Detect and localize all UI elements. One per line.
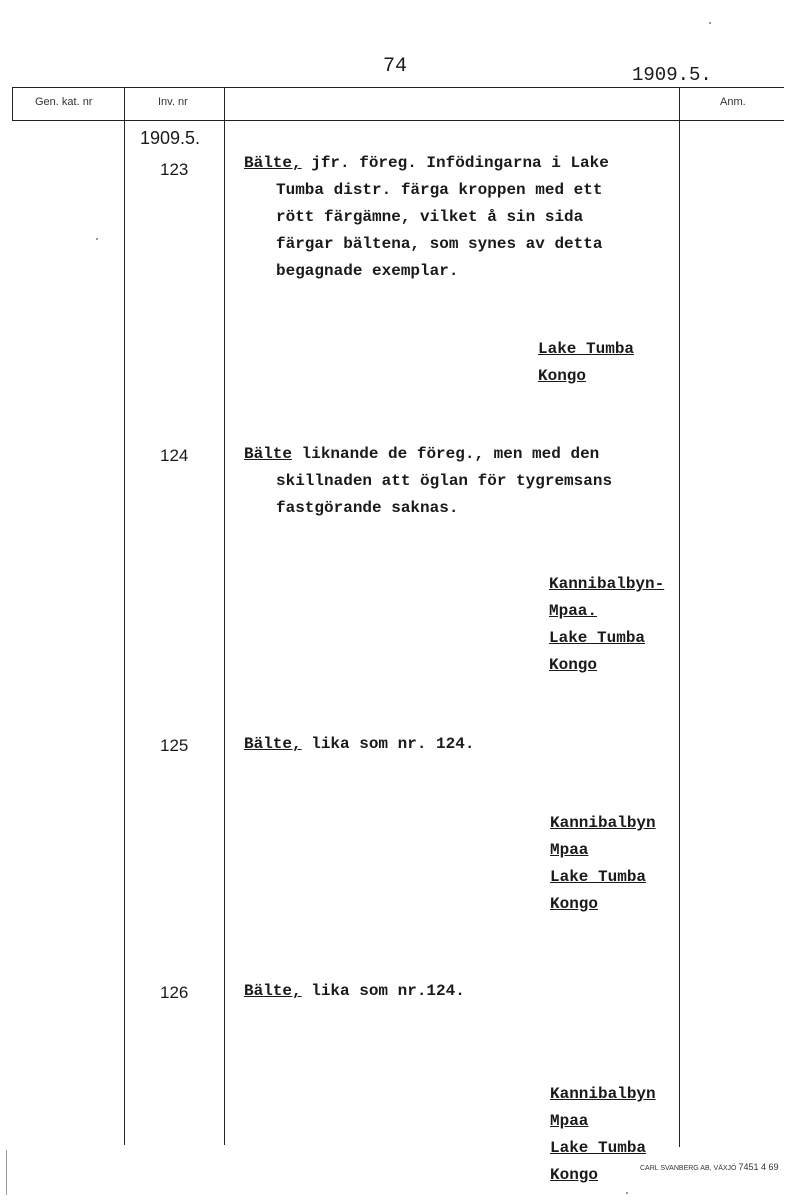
- column-divider-gen: [124, 87, 125, 1145]
- column-header-anm: Anm.: [720, 96, 746, 108]
- section-date: 1909.5.: [140, 128, 201, 148]
- printer-imprint: [640, 1162, 778, 1172]
- entry-title: Bälte,: [244, 735, 302, 753]
- location-126: [550, 1081, 656, 1189]
- location-line: Kannibalbyn: [550, 1085, 656, 1103]
- column-header-inv-nr: Inv. nr: [158, 96, 188, 108]
- entry-title: Bälte: [244, 445, 293, 463]
- entry-text-line: skillnaden att öglan för tygremsans: [276, 472, 613, 490]
- scan-speck: [709, 22, 711, 24]
- table-header-rule: [12, 120, 784, 121]
- inv-number-124: 124: [160, 446, 189, 465]
- entry-text-line: lika som nr. 124.: [301, 735, 475, 753]
- location-123: [538, 336, 634, 390]
- page-number: 74: [383, 55, 408, 78]
- entry-text-line: färgar bältena, som synes av detta: [276, 235, 603, 253]
- location-line: Lake Tumba: [549, 629, 646, 647]
- location-line: Kongo: [550, 895, 599, 913]
- location-line: Lake Tumba: [538, 340, 635, 358]
- location-line: Kongo: [550, 1166, 599, 1184]
- location-line: Kongo: [538, 367, 587, 385]
- entry-125: [244, 731, 674, 758]
- header-date: 1909.5.: [632, 64, 712, 86]
- location-line: Lake Tumba: [550, 1139, 647, 1157]
- location-line: Mpaa: [550, 1112, 589, 1130]
- printer-name: CARL SVANBERG AB, VÄXJÖ: [640, 1165, 737, 1172]
- location-124: [549, 571, 664, 679]
- entry-text-line: lika som nr.124.: [301, 982, 465, 1000]
- entry-text-line: fastgörande saknas.: [276, 499, 459, 517]
- location-line: Lake Tumba: [550, 868, 647, 886]
- entry-123: [244, 150, 674, 285]
- entry-text-line: Tumba distr. färga kroppen med ett: [276, 181, 603, 199]
- entry-126: [244, 978, 674, 1005]
- entry-text-line: rött färgämne, vilket å sin sida: [276, 208, 584, 226]
- table-top-rule: [12, 87, 784, 88]
- column-divider-inv: [224, 87, 225, 1145]
- entry-124: [244, 441, 674, 522]
- form-code: 7451 4 69: [738, 1162, 779, 1172]
- table-left-rule: [12, 87, 13, 121]
- entry-text-line: liknande de föreg., men med den: [292, 445, 600, 463]
- location-line: Kannibalbyn-: [549, 575, 665, 593]
- entry-title: Bälte,: [244, 982, 302, 1000]
- location-line: Mpaa: [550, 841, 589, 859]
- column-header-gen-kat-nr: Gen. kat. nr: [35, 96, 93, 108]
- location-line: Kongo: [549, 656, 598, 674]
- location-line: Kannibalbyn: [550, 814, 656, 832]
- column-divider-anm: [679, 87, 680, 1147]
- location-125: [550, 810, 656, 918]
- location-line: Mpaa.: [549, 602, 598, 620]
- scan-speck: [626, 1192, 628, 1194]
- entry-title: Bälte,: [244, 154, 302, 172]
- entry-text-line: jfr. föreg. Infödingarna i Lake: [301, 154, 609, 172]
- entry-text-line: begagnade exemplar.: [276, 262, 459, 280]
- inv-number-123: 123: [160, 160, 189, 179]
- page-edge-mark: [6, 1150, 7, 1195]
- inv-number-125: 125: [160, 736, 189, 755]
- scan-speck: [96, 238, 98, 240]
- inv-number-126: 126: [160, 983, 189, 1002]
